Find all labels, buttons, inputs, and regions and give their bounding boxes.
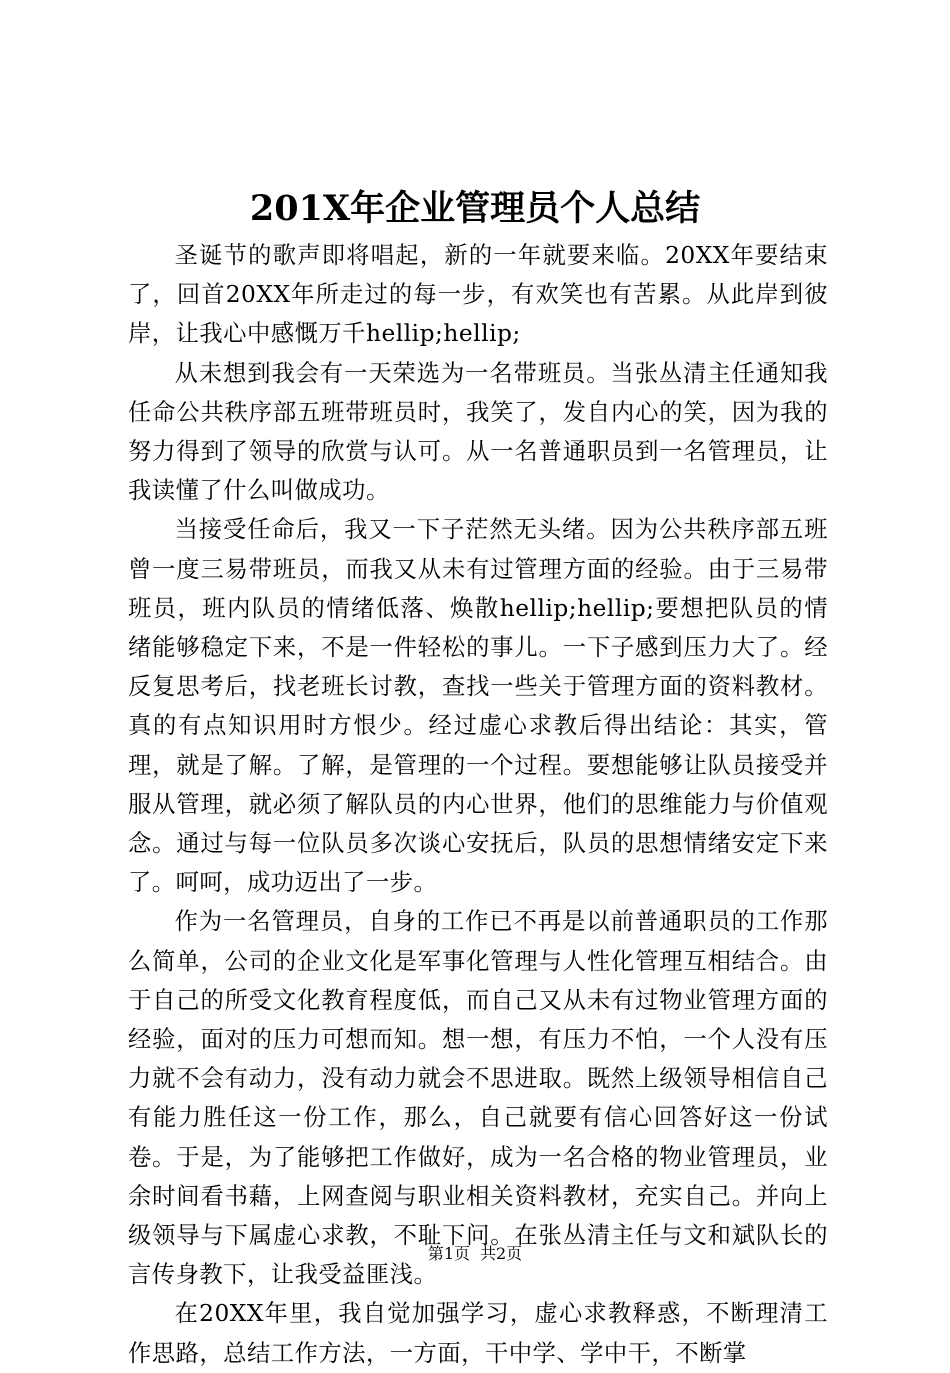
paragraph: 当接受任命后，我又一下子茫然无头绪。因为公共秩序部五班曾一度三易带班员，而我又从未有过管理方面的经验。由于三易带班员，班内队员的情绪低落、焕散hellip;hellip;要想把队员的情绪能够稳定下来，不是一件轻松的事儿。一下子感到压力大了。经反复思考后，找老班长讨教，查找一些关于管理方面的资料教材。真的有点知识用时方恨少。经过虚心求教后得出结论：其实，管理，就是了解。了解，是管理的一个过程。要想能够让队员接受并服从管理，就必须了解队员的内心世界，他们的思维能力与价值观念。通过与每一位队员多次谈心安抚后，队员的思想情绪安定下来了。呵呵，成功迈出了一步。 — [128, 516, 828, 897]
paragraph: 圣诞节的歌声即将唱起，新的一年就要来临。20XX年要结束了，回首20XX年所走过的每一步，有欢笑也有苦累。从此岸到彼岸，让我心中感慨万千hellip;hellip; — [128, 242, 828, 348]
paragraph: 从未想到我会有一天荣选为一名带班员。当张丛清主任通知我任命公共秩序部五班带班员时，我笑了，发自内心的笑，因为我的努力得到了领导的欣赏与认可。从一名普通职员到一名管理员，让我读懂了什么叫做成功。 — [128, 359, 828, 505]
page-number: 第1页 — [427, 1244, 470, 1263]
paragraph: 在20XX年里，我自觉加强学习，虚心求教释惑，不断理清工作思路，总结工作方法，一方面，干中学、学中干，不断掌 — [128, 1300, 828, 1367]
document-title: 201X年企业管理员个人总结 — [249, 188, 701, 229]
document-body — [128, 236, 828, 1373]
paragraph: 作为一名管理员，自身的工作已不再是以前普通职员的工作那么简单，公司的企业文化是军事化管理与人性化管理互相结合。由于自己的所受文化教育程度低，而自己又从未有过物业管理方面的经验，面对的压力可想而知。想一想，有压力不怕，一个人没有压力就不会有动力，没有动力就会不思进取。既然上级领导相信自己有能力胜任这一份工作，那么，自己就要有信心回答好这一份试卷。于是，为了能够把工作做好，成为一名合格的物业管理员，业余时间看书藉，上网查阅与职业相关资料教材，充实自己。并向上级领导与下属虚心求教，不耻下问。在张丛清主任与文和斌队长的言传身教下，让我受益匪浅。 — [128, 908, 828, 1289]
page-footer — [0, 1242, 950, 1266]
page-total: 共2页 — [480, 1244, 523, 1263]
